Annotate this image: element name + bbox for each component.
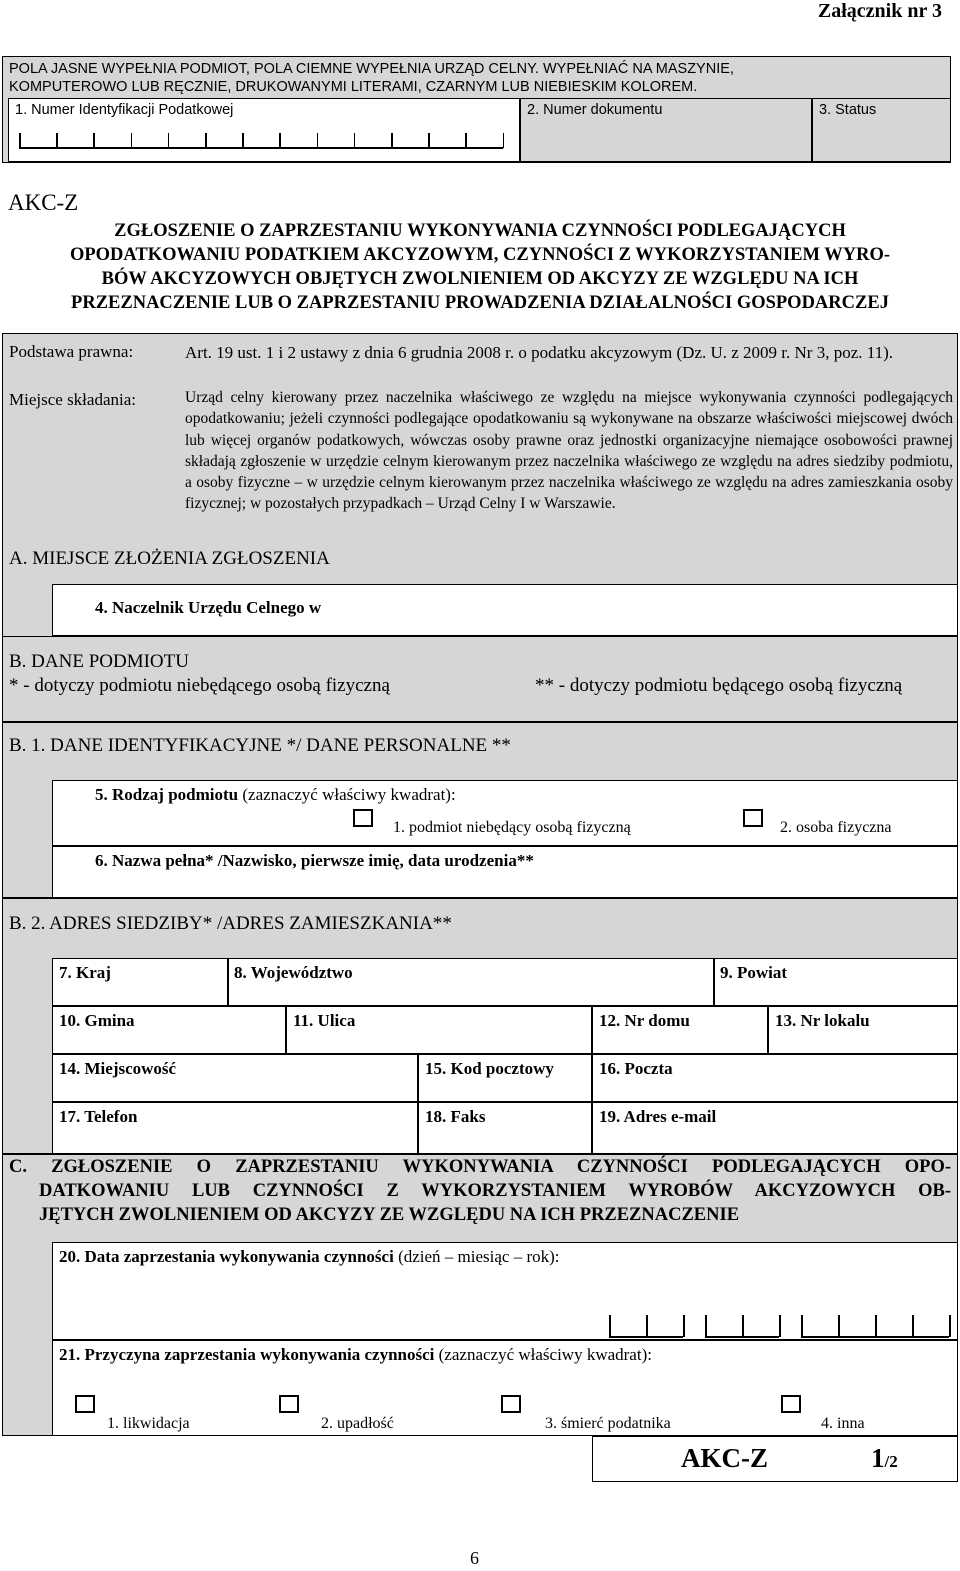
field-13[interactable] — [768, 1006, 958, 1054]
checkbox-reason-3[interactable] — [501, 1395, 521, 1413]
date-cell-divider — [801, 1315, 803, 1337]
footer-page: 1/2 — [871, 1443, 898, 1473]
section-b-note-2: ** - dotyczy podmiotu będącego osobą fizyczną — [535, 675, 903, 696]
nip-cell-divider — [19, 133, 21, 148]
nip-cell-divider — [354, 133, 356, 148]
checkbox-reason-4[interactable] — [781, 1395, 801, 1413]
field-4-label: 4. Naczelnik Urzędu Celnego w — [95, 598, 322, 617]
field-17-label: 17. Telefon — [59, 1107, 138, 1126]
date-cell-divider — [742, 1315, 744, 1337]
field-5 — [52, 780, 958, 846]
doc-number-field — [520, 98, 812, 162]
section-c-title-2: DATKOWANIU LUB CZYNNOŚCI Z WYKORZYSTANIEM WYROBÓW AKCYZOWYCH OB- — [39, 1181, 951, 1201]
field-9-label: 9. Powiat — [720, 963, 788, 982]
nip-cell-divider — [465, 133, 467, 148]
section-b1-title: B. 1. DANE IDENTYFIKACYJNE */ DANE PERSONALNE ** — [9, 735, 511, 756]
field-10-label: 10. Gmina — [59, 1011, 135, 1030]
field-8[interactable] — [228, 958, 714, 1006]
field-11[interactable] — [286, 1006, 592, 1054]
nip-cell-divider — [279, 133, 281, 148]
field-21 — [52, 1340, 958, 1436]
section-b-title: B. DANE PODMIOTU — [9, 651, 189, 672]
section-c-title-3: JĘTYCH ZWOLNIENIEM OD AKCYZY ZE WZGLĘDU NA ICH PRZEZNACZENIE — [39, 1205, 740, 1225]
title-line-2: OPODATKOWANIU PODATKIEM AKCYZOWYM, CZYNNOŚCI Z WYKORZYSTANIEM WYRO- — [69, 245, 891, 265]
field-18[interactable] — [418, 1102, 592, 1154]
status-label: 3. Status — [819, 102, 877, 118]
section-b2-title: B. 2. ADRES SIEDZIBY* /ADRES ZAMIESZKANIA** — [9, 913, 452, 934]
opt1-label: 1. podmiot niebędący osobą fizyczną — [393, 819, 631, 836]
instructions-line-2: KOMPUTEROWO LUB RĘCZNIE, DRUKOWANYMI LITERAMI, CZARNYM LUB NIEBIESKIM KOLOREM. — [9, 79, 698, 95]
field-12[interactable] — [592, 1006, 768, 1054]
checkbox-opt1[interactable] — [353, 809, 373, 827]
field-15-label: 15. Kod pocztowy — [425, 1059, 554, 1078]
attachment-label: Załącznik nr 3 — [817, 0, 942, 22]
field-16-label: 16. Poczta — [599, 1059, 673, 1078]
field-9[interactable] — [714, 958, 958, 1006]
field-8-label: 8. Województwo — [234, 963, 353, 982]
footer-form-code: AKC-Z — [681, 1443, 768, 1473]
section-a-title: A. MIEJSCE ZŁOŻENIA ZGŁOSZENIA — [9, 548, 330, 569]
form-code: AKC-Z — [8, 190, 79, 215]
legal-basis-label: Podstawa prawna: — [9, 342, 134, 361]
nip-cell-divider — [93, 133, 95, 148]
section-b-header — [2, 636, 958, 722]
field-11-label: 11. Ulica — [293, 1011, 356, 1030]
nip-cell-divider — [205, 133, 207, 148]
checkbox-opt2[interactable] — [743, 809, 763, 827]
field-15[interactable] — [418, 1054, 592, 1102]
filing-place-label: Miejsce składania: — [9, 390, 136, 409]
field-20-label: 20. Data zaprzestania wykonywania czynności (dzień – miesiąc – rok): — [59, 1247, 560, 1266]
title-line-1: ZGŁOSZENIE O ZAPRZESTANIU WYKONYWANIA CZYNNOŚCI PODLEGAJĄCYCH — [114, 221, 846, 241]
doc-number-label: 2. Numer dokumentu — [527, 102, 663, 118]
title-line-4: PRZEZNACZENIE LUB O ZAPRZESTANIU PROWADZENIA DZIAŁALNOŚCI GOSPODARCZEJ — [71, 293, 889, 313]
section-c-title-1: C. ZGŁOSZENIE O ZAPRZESTANIU WYKONYWANIA CZYNNOŚCI PODLEGAJĄCYCH OPO- — [9, 1157, 951, 1177]
field-6[interactable] — [52, 846, 958, 898]
date-cell-divider — [705, 1315, 707, 1337]
date-cell-divider — [949, 1315, 951, 1337]
date-cell-divider — [875, 1315, 877, 1337]
reason-4-label: 4. inna — [821, 1415, 865, 1432]
reason-2-label: 2. upadłość — [321, 1415, 394, 1432]
field-14[interactable] — [52, 1054, 418, 1102]
checkbox-reason-1[interactable] — [75, 1395, 95, 1413]
reason-3-label: 3. śmierć podatnika — [545, 1415, 671, 1432]
field-16[interactable] — [592, 1054, 958, 1102]
field-10[interactable] — [52, 1006, 286, 1054]
field-21-label: 21. Przyczyna zaprzestania wykonywania czynności (zaznaczyć właściwy kwadrat): — [59, 1345, 652, 1364]
nip-cell-divider — [56, 133, 58, 148]
field-19[interactable] — [592, 1102, 958, 1154]
date-cell-divider — [838, 1315, 840, 1337]
nip-baseline — [19, 147, 503, 149]
nip-cell-divider — [242, 133, 244, 148]
title-line-3: BÓW AKCYZOWYCH OBJĘTYCH ZWOLNIENIEM OD AKCYZY ZE WZGLĘDU NA ICH — [101, 269, 859, 289]
nip-cell-divider — [317, 133, 319, 148]
form-title — [8, 219, 952, 315]
nip-label: 1. Numer Identyfikacji Podatkowej — [15, 102, 234, 118]
footer-box — [592, 1436, 958, 1482]
nip-cell-divider — [131, 133, 133, 148]
nip-cell-divider — [428, 133, 430, 148]
page-number: 6 — [470, 1548, 479, 1568]
field-14-label: 14. Miejscowość — [59, 1059, 177, 1078]
instructions-line-1: POLA JASNE WYPEŁNIA PODMIOT, POLA CIEMNE WYPEŁNIA URZĄD CELNY. WYPEŁNIAĆ NA MASZYNIE, — [9, 61, 734, 77]
field-12-label: 12. Nr domu — [599, 1011, 690, 1030]
date-cell-divider — [912, 1315, 914, 1337]
field-13-label: 13. Nr lokalu — [775, 1011, 870, 1030]
date-cell-divider — [609, 1315, 611, 1337]
nip-cell-divider — [503, 133, 505, 148]
field-4[interactable] — [52, 584, 958, 636]
date-cell-divider — [779, 1315, 781, 1337]
checkbox-reason-2[interactable] — [279, 1395, 299, 1413]
field-20 — [52, 1242, 958, 1340]
field-6-label: 6. Nazwa pełna* /Nazwisko, pierwsze imię, data urodzenia** — [95, 851, 534, 870]
legal-basis-text: Art. 19 ust. 1 i 2 ustawy z dnia 6 grudnia 2008 r. o podatku akcyzowym (Dz. U. z 2009 r. Nr 3, poz. 11). — [185, 343, 894, 362]
reason-1-label: 1. likwidacja — [107, 1415, 190, 1432]
opt2-label: 2. osoba fizyczna — [780, 819, 892, 836]
field-18-label: 18. Faks — [425, 1107, 486, 1126]
field-17[interactable] — [52, 1102, 418, 1154]
filing-place-text: Urząd celny kierowany przez naczelnika właściwego ze względu na miejsce wykonywania czynności podlegających opodatkowaniu; jeżeli czynności podlegające opodatkowaniu są wykonywane na obszarze właściwości miejscowej dwóch lub więcej organów podatkowych, wówczas osoby prawne oraz jednostki organizacyjne niemające osobowości prawnej składają zgłoszenie w urzędzie celnym kierowanym przez naczelnika właściwego ze względu na adres siedziby podmiotu, a osoby fizyczne – w urzędzie celnym kierowanym przez naczelnika właściwego ze względu na adres zamieszkania osoby fizycznej; w pozostałych przypadkach – Urząd Celny I w Warszawie. — [185, 389, 953, 513]
date-cell-divider — [646, 1315, 648, 1337]
status-field — [812, 98, 951, 162]
date-cell-divider — [683, 1315, 685, 1337]
nip-cell-divider — [168, 133, 170, 148]
nip-field[interactable] — [8, 98, 520, 162]
field-19-label: 19. Adres e-mail — [599, 1107, 717, 1126]
nip-cell-divider — [391, 133, 393, 148]
field-7-label: 7. Kraj — [59, 963, 111, 982]
section-b-note-1: * - dotyczy podmiotu niebędącego osobą fizyczną — [9, 675, 390, 696]
field-7[interactable] — [52, 958, 228, 1006]
section-c-title — [9, 1155, 951, 1227]
field-5-label: 5. Rodzaj podmiotu (zaznaczyć właściwy kwadrat): — [95, 785, 456, 804]
